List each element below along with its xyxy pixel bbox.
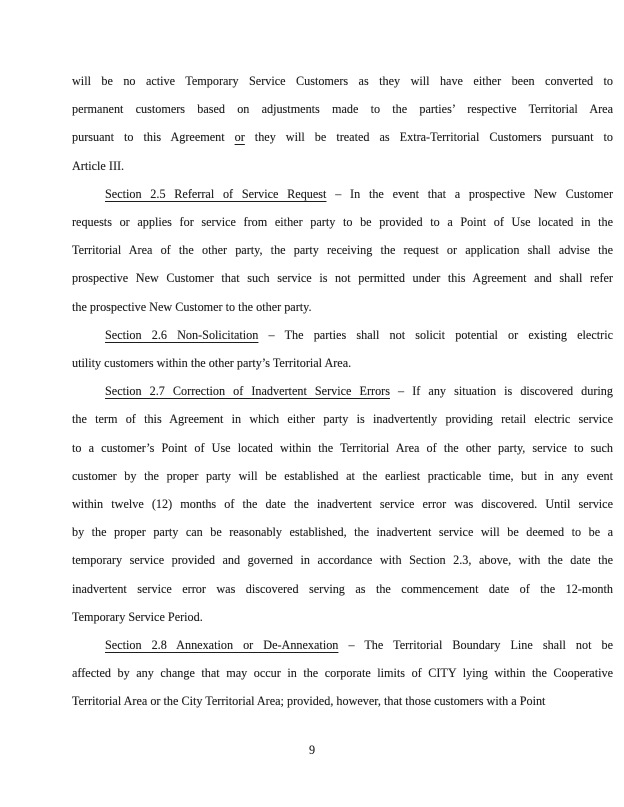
text-line — [72, 349, 613, 377]
underlined-or: or — [234, 130, 245, 145]
text-line — [72, 405, 613, 433]
text-run: utility customers within the other party’s Territorial Area. — [72, 356, 352, 371]
text-line — [72, 95, 613, 123]
text-run: the term of this Agreement in which either party is inadvertently providing retail electric service — [72, 412, 613, 427]
text-line — [72, 546, 613, 574]
paragraph-section-2-5 — [72, 180, 613, 321]
text-run: the prospective New Customer to the other party. — [72, 299, 312, 314]
document-text-block — [72, 67, 613, 716]
text-run: – The Territorial Boundary Line shall not be — [338, 638, 613, 653]
text-run: Territorial Area of the other party, the party receiving the request or application shall advise the — [72, 243, 613, 258]
paragraph-section-2-6 — [72, 321, 613, 377]
text-run: customer by the proper party will be established at the earliest practicable time, but in any event — [72, 468, 613, 483]
text-line — [72, 236, 613, 264]
text-line — [72, 208, 613, 236]
text-line — [72, 152, 613, 180]
text-line — [72, 575, 613, 603]
text-run: prospective New Customer that such service is not permitted under this Agreement and shall refer — [72, 271, 613, 286]
text-line — [72, 377, 613, 405]
text-line — [72, 180, 613, 208]
text-run: Article III. — [72, 158, 125, 173]
text-line — [72, 434, 613, 462]
text-line — [72, 123, 613, 151]
text-run: will be no active Temporary Service Customers as they will have either been converted to — [72, 74, 613, 88]
text-line — [72, 462, 613, 490]
text-line — [72, 264, 613, 292]
text-run: inadvertent service error was discovered serving as the commencement date of the 12-month — [72, 581, 613, 596]
text-run: Territorial Area or the City Territorial Area; provided, however, that those customers with a Point — [72, 694, 546, 709]
text-run: – The parties shall not solicit potential or existing electric — [258, 327, 613, 342]
text-run: pursuant to this Agreement — [72, 130, 235, 145]
section-2-8-heading: Section 2.8 Annexation or De-Annexation — [105, 638, 339, 653]
text-line — [72, 631, 613, 659]
text-run: permanent customers based on adjustments made to the parties’ respective Territorial Area — [72, 102, 613, 117]
text-line — [72, 293, 613, 321]
text-line — [72, 67, 613, 95]
paragraph-section-2-7 — [72, 377, 613, 631]
text-run: they will be treated as Extra-Territorial Customers pursuant to — [244, 130, 614, 145]
text-line — [72, 687, 613, 715]
paragraph-section-2-8 — [72, 631, 613, 716]
section-2-6-heading: Section 2.6 Non-Solicitation — [105, 327, 259, 342]
text-run: Temporary Service Period. — [72, 609, 203, 624]
text-run: to a customer’s Point of Use located within the Territorial Area of the other party, service to such — [72, 440, 613, 455]
text-line — [72, 518, 613, 546]
text-run: by the proper party can be reasonably established, the inadvertent service will be deemed to be a — [72, 525, 613, 540]
text-run: affected by any change that may occur in the corporate limits of CITY lying within the Cooperative — [72, 666, 613, 681]
page-number: 9 — [308, 743, 316, 757]
text-line — [72, 490, 613, 518]
text-line — [72, 603, 613, 631]
section-2-7-heading: Section 2.7 Correction of Inadvertent Service Errors — [105, 384, 390, 399]
text-run: – If any situation is discovered during — [389, 384, 613, 399]
text-run: temporary service provided and governed in accordance with Section 2.3, above, with the date the — [72, 553, 613, 568]
text-run: requests or applies for service from either party to be provided to a Point of Use located in the — [72, 215, 613, 230]
text-run: within twelve (12) months of the date the inadvertent service error was discovered. Until service — [72, 497, 613, 512]
text-run: – In the event that a prospective New Customer — [326, 186, 614, 201]
section-2-5-heading: Section 2.5 Referral of Service Request — [105, 186, 327, 201]
text-line — [72, 659, 613, 687]
paragraph-continuation — [72, 67, 613, 180]
text-line — [72, 321, 613, 349]
